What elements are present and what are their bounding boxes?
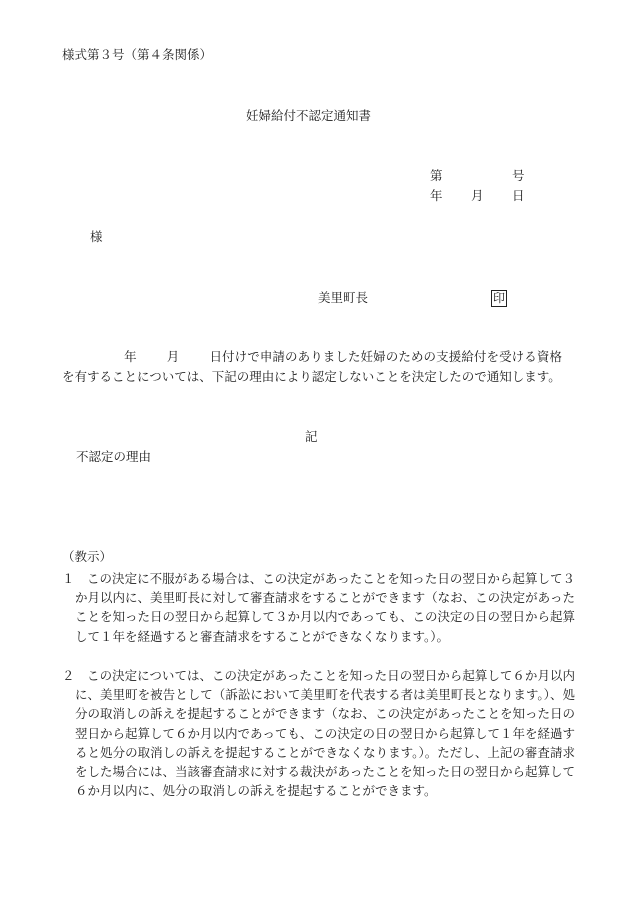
form-number: 様式第３号（第４条関係）: [62, 47, 213, 62]
notice-item-1: １ この決定に不服がある場合は、この決定があったことを知った日の翌日から起算して３か月以内に、美里町長に対して審査請求をすることができます（なお、この決定があったことを知った日の翌日から起算して３か月以内であっても、この決定の日の翌日から起算して１年を経過すると審査請求をすることができなくなります。）。: [62, 571, 575, 644]
seal-mark: [491, 289, 507, 307]
notice-heading: （教示）: [62, 549, 113, 564]
date-day: 日: [512, 188, 525, 203]
notice-item-2: ２ この決定については、この決定があったことを知った日の翌日から起算して６か月以内に、美里町を被告として（訴訟において美里町を代表する者は美里町長となります。）、処分の取消しの訴えを提起することができます（なお、この決定があったことを知った日の翌日から起算して６か月以内であっても、この決定の日の翌日から起算して１年を経過すると処分の取消しの訴えを提起することができなくなります。）。ただし、上記の審査請求をした場合には、当該審査請求に対する裁決があったことを知った日の翌日から起算して６か月以内に、処分の取消しの訴えを提起することができます。: [62, 668, 575, 799]
document-title: 妊婦給付不認定通知書: [246, 108, 372, 123]
addressee-sama: 様: [90, 229, 103, 244]
document-number-go: 号: [512, 168, 525, 183]
body-paragraph: [62, 347, 562, 386]
body-year: 年: [124, 349, 137, 364]
body-text: 日付けで申請のありました妊婦のための支援給付を受ける資格を有することについては、下記の理由により認定しないことを決定したので通知します。: [62, 349, 562, 384]
date-month: 月: [471, 188, 484, 203]
document-number-dai: 第: [430, 168, 443, 183]
body-month: 月: [166, 349, 180, 364]
date-year: 年: [430, 188, 443, 203]
seal-box: 印: [493, 291, 506, 305]
ki-heading: 記: [305, 429, 318, 444]
reason-label: 不認定の理由: [76, 449, 152, 464]
issuer-name: 美里町長: [318, 290, 369, 305]
